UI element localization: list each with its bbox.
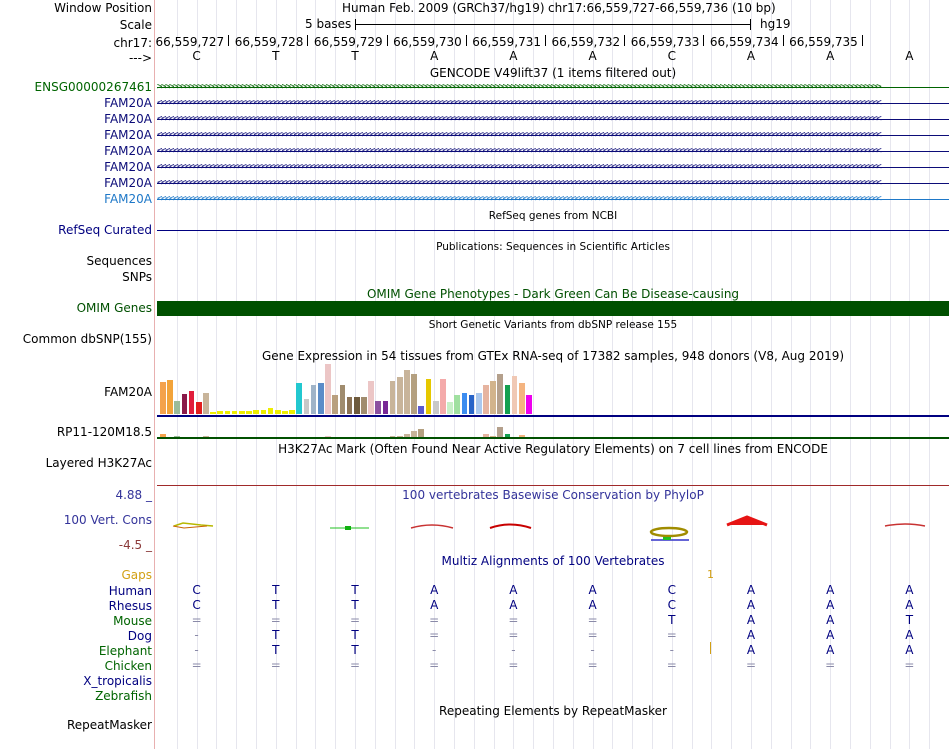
alignment-cell: A xyxy=(826,583,835,597)
alignment-cell: A xyxy=(746,583,756,597)
grid-line xyxy=(216,0,217,749)
coordinate-label: 66,559,727 xyxy=(155,35,225,49)
phylop-glyph-base-1 xyxy=(173,523,213,528)
gtex-tissue-bar[interactable] xyxy=(296,383,302,414)
coordinate-tick xyxy=(783,35,784,46)
base-letter[interactable]: C xyxy=(192,49,201,63)
alignment-cell: A xyxy=(746,613,756,627)
grid-line xyxy=(632,0,633,749)
chromosome-label: chr17: xyxy=(113,36,152,50)
gene-strand-arrows: <<<<<<<<<<<<<<<<<<<<<<<<<<<<<<<<<<<<<<<<<<<<<<<<<<<<<<<<<<<<<<<<<<<<<<<<<<<<<<<<<<<<<<<<<<<<<<<<<<<<<<<<<<<<<<<<<<<<<<<<<<<<<<<<<<<<<<<<<<<<<<<<<<<<<<<<<<<<<<<<<<<<<<<<<<<<<<<<<<<< xyxy=(157,163,881,172)
grid-line xyxy=(711,0,712,749)
alignment-cell: = xyxy=(191,613,202,627)
alignment-cell: - xyxy=(194,628,199,642)
layered-h3k27ac-label[interactable]: Layered H3K27Ac xyxy=(45,456,152,470)
alignment-cell: T xyxy=(272,583,280,597)
species-label[interactable]: Rhesus xyxy=(108,599,152,613)
coordinate-label: 66,559,731 xyxy=(472,35,541,49)
alignment-cell: - xyxy=(194,643,199,657)
omim-track-title[interactable]: OMIM Gene Phenotypes - Dark Green Can Be Disease-causing xyxy=(366,287,740,301)
alignment-cell: A xyxy=(905,583,914,597)
gtex-tissue-bar[interactable] xyxy=(390,381,396,414)
grid-line xyxy=(236,0,237,749)
base-letter[interactable]: A xyxy=(509,49,518,63)
gtex-tissue-bar[interactable] xyxy=(469,395,475,414)
coordinate-tick xyxy=(703,35,704,46)
alignment-cell: = xyxy=(191,658,202,672)
grid-line xyxy=(573,0,574,749)
gene-strand-arrows: <<<<<<<<<<<<<<<<<<<<<<<<<<<<<<<<<<<<<<<<<<<<<<<<<<<<<<<<<<<<<<<<<<<<<<<<<<<<<<<<<<<<<<<<<<<<<<<<<<<<<<<<<<<<<<<<<<<<<<<<<<<<<<<<<<<<<<<<<<<<<<<<<<<<<<<<<<<<<<<<<<<<<<<<<<<<<<<<<<<< xyxy=(157,99,881,108)
gtex-tissue-bar[interactable] xyxy=(261,410,267,414)
gtex-tissue-bar[interactable] xyxy=(275,410,281,414)
alignment-cell: C xyxy=(192,583,201,597)
gtex-tissue-bar[interactable] xyxy=(505,385,511,414)
coordinate-label: 66,559,734 xyxy=(709,35,779,49)
assembly-name: Human Feb. 2009 (GRCh37/hg19) xyxy=(342,1,545,15)
gtex-track-title[interactable]: Gene Expression in 54 tissues from GTEx RNA-seq of 17382 samples, 948 donors (V8, Aug 2019) xyxy=(261,349,845,363)
gtex-tissue-bar[interactable] xyxy=(318,383,324,414)
coordinate-tick xyxy=(545,35,546,46)
h3k27ac-baseline xyxy=(157,485,949,486)
rmsk-track-title[interactable]: Repeating Elements by RepeatMasker xyxy=(439,704,667,718)
gtex-tissue-bar[interactable] xyxy=(210,412,216,414)
gtex-tissue-bar[interactable] xyxy=(375,401,381,414)
grid-line xyxy=(929,0,930,749)
phylop-glyph-base-3 xyxy=(330,526,369,530)
gtex-tissue-bar[interactable] xyxy=(411,374,417,414)
alignment-cell: A xyxy=(826,628,835,642)
fam20a-gene-label[interactable]: FAM20A xyxy=(104,128,152,142)
alignment-cell: A xyxy=(430,598,439,612)
ensg-gene-label[interactable]: ENSG00000267461 xyxy=(34,80,152,94)
fam20a-gene-label[interactable]: FAM20A xyxy=(104,192,152,206)
gtex-tissue-bar[interactable] xyxy=(189,391,195,414)
gap-count: 1 xyxy=(707,568,714,581)
label-divider xyxy=(154,0,155,749)
coordinate-label: 66,559,730 xyxy=(393,35,462,49)
phylop-glyph-base-8 xyxy=(727,517,767,525)
alignment-cell: C xyxy=(192,598,201,612)
grid-line xyxy=(256,0,257,749)
base-letter[interactable]: A xyxy=(430,49,439,63)
alignment-cell: - xyxy=(590,643,595,657)
grid-line xyxy=(731,0,732,749)
phylop-glyph-base-4 xyxy=(411,525,453,528)
alignment-cell: = xyxy=(349,613,361,627)
species-label[interactable]: Zebrafish xyxy=(95,689,152,703)
gene-model[interactable] xyxy=(157,179,949,188)
gene-model[interactable] xyxy=(157,195,949,204)
gtex-gene-label[interactable]: FAM20A xyxy=(104,385,152,399)
alignment-cell: C xyxy=(667,598,676,612)
base-letter[interactable]: T xyxy=(351,49,359,63)
coordinate-label: 66,559,729 xyxy=(313,35,383,49)
gtex-tissue-bar[interactable] xyxy=(354,397,360,414)
gtex-tissue-bar[interactable] xyxy=(182,394,188,414)
gap-marker xyxy=(710,642,711,654)
multiz-track-title[interactable]: Multiz Alignments of 100 Vertebrates xyxy=(441,554,665,568)
coordinate-tick xyxy=(862,35,863,46)
grid-line xyxy=(652,0,653,749)
cons-max-label: 4.88 _ xyxy=(115,488,152,502)
species-label[interactable]: Chicken xyxy=(104,659,152,673)
alignment-cell: A xyxy=(905,598,914,612)
base-letter[interactable]: A xyxy=(905,49,914,63)
alignment-cell: A xyxy=(905,628,914,642)
refseq-curated-label[interactable]: RefSeq Curated xyxy=(58,223,152,237)
gtex-tissue-bar[interactable] xyxy=(160,382,166,414)
refseq-gene-line[interactable] xyxy=(157,230,949,231)
gene-strand-arrows: <<<<<<<<<<<<<<<<<<<<<<<<<<<<<<<<<<<<<<<<<<<<<<<<<<<<<<<<<<<<<<<<<<<<<<<<<<<<<<<<<<<<<<<<<<<<<<<<<<<<<<<<<<<<<<<<<<<<<<<<<<<<<<<<<<<<<<<<<<<<<<<<<<<<<<<<<<<<<<<<<<<<<<<<<<<<<<<<<<<< xyxy=(157,131,881,140)
gene-model[interactable] xyxy=(157,163,949,172)
gene-model[interactable] xyxy=(157,147,949,156)
scale-bar xyxy=(355,24,751,25)
snps-label[interactable]: SNPs xyxy=(122,270,152,284)
gtex-tissue-bar[interactable] xyxy=(225,411,231,414)
alignment-cell: = xyxy=(508,658,519,672)
phylop-glyph-base-10 xyxy=(885,524,925,526)
alignment-cell: T xyxy=(351,628,359,642)
grid-line xyxy=(771,0,772,749)
alignment-cell: = xyxy=(429,628,440,642)
gene-strand-arrows: <<<<<<<<<<<<<<<<<<<<<<<<<<<<<<<<<<<<<<<<<<<<<<<<<<<<<<<<<<<<<<<<<<<<<<<<<<<<<<<<<<<<<<<<<<<<<<<<<<<<<<<<<<<<<<<<<<<<<<<<<<<<<<<<<<<<<<<<<<<<<<<<<<<<<<<<<<<<<<<<<<<<<<<<<<<<<<<<<<<< xyxy=(157,195,881,204)
alignment-cell: = xyxy=(666,628,677,642)
coordinate-label: 66,559,735 xyxy=(789,35,858,49)
grid-line xyxy=(692,0,693,749)
gtex-tissue-bar[interactable] xyxy=(462,393,468,414)
gtex-tissue-bar[interactable] xyxy=(311,385,317,414)
alignment-cell: = xyxy=(508,628,519,642)
gtex-tissue-bar[interactable] xyxy=(347,397,353,414)
species-label[interactable]: X_tropicalis xyxy=(83,674,152,688)
coordinate-tick xyxy=(624,35,625,46)
alignment-cell: = xyxy=(587,628,598,642)
gtex-tissue-bar[interactable] xyxy=(340,385,346,414)
scale-bar-start xyxy=(355,19,356,30)
repeatmasker-label[interactable]: RepeatMasker xyxy=(66,718,152,732)
grid-line xyxy=(335,0,336,749)
fam20a-gene-label[interactable]: FAM20A xyxy=(104,96,152,110)
h3k27ac-track-title[interactable]: H3K27Ac Mark (Often Found Near Active Regulatory Elements) on 7 cell lines from ENCODE xyxy=(278,442,828,456)
gaps-label[interactable]: Gaps xyxy=(121,568,152,582)
alignment-cell: - xyxy=(511,643,516,657)
alignment-cell: = xyxy=(745,658,757,672)
rp11-gene-line xyxy=(157,437,949,439)
grid-line xyxy=(870,0,871,749)
gtex-tissue-bar[interactable] xyxy=(174,401,180,414)
base-letter[interactable]: T xyxy=(272,49,280,63)
gene-model[interactable] xyxy=(157,131,949,140)
gtex-tissue-bar[interactable] xyxy=(447,402,453,414)
gene-strand-arrows: <<<<<<<<<<<<<<<<<<<<<<<<<<<<<<<<<<<<<<<<<<<<<<<<<<<<<<<<<<<<<<<<<<<<<<<<<<<<<<<<<<<<<<<<<<<<<<<<<<<<<<<<<<<<<<<<<<<<<<<<<<<<<<<<<<<<<<<<<<<<<<<<<<<<<<<<<<<<<<<<<<<<<<<<<<<<<<<<<<<< xyxy=(157,147,881,156)
alignment-cell: = xyxy=(270,613,281,627)
scale-db: hg19 xyxy=(760,17,791,31)
grid-line xyxy=(810,0,811,749)
alignment-cell: A xyxy=(430,583,439,597)
alignment-cell: = xyxy=(349,658,361,672)
gene-strand-arrows: <<<<<<<<<<<<<<<<<<<<<<<<<<<<<<<<<<<<<<<<<<<<<<<<<<<<<<<<<<<<<<<<<<<<<<<<<<<<<<<<<<<<<<<<<<<<<<<<<<<<<<<<<<<<<<<<<<<<<<<<<<<<<<<<<<<<<<<<<<<<<<<<<<<<<<<<<<<<<<<<<<<<<<<<<<<<<<<<<<<< xyxy=(157,115,881,124)
species-label[interactable]: Elephant xyxy=(98,644,152,658)
grid-line xyxy=(791,0,792,749)
gtex-tissue-bar[interactable] xyxy=(497,374,503,414)
alignment-cell: A xyxy=(746,628,756,642)
alignment-cell: = xyxy=(825,658,836,672)
phylop-glyph-base-5 xyxy=(490,525,531,529)
alignment-cell: A xyxy=(509,598,518,612)
phylop-signal[interactable] xyxy=(157,510,949,550)
gtex-tissue-bar[interactable] xyxy=(239,411,245,414)
alignment-cell: A xyxy=(746,598,756,612)
base-letter[interactable]: C xyxy=(667,49,676,63)
gtex-tissue-bar[interactable] xyxy=(196,402,202,414)
gtex-tissue-bar[interactable] xyxy=(426,379,432,414)
cons-min-label: -4.5 _ xyxy=(118,538,152,552)
alignment-cell: T xyxy=(905,613,914,627)
grid-line xyxy=(612,0,613,749)
fam20a-gene-label[interactable]: FAM20A xyxy=(104,176,152,190)
grid-line xyxy=(177,0,178,749)
alignment-cell: T xyxy=(351,643,359,657)
alignment-cell: A xyxy=(905,643,914,657)
sequences-label[interactable]: Sequences xyxy=(86,254,152,268)
alignment-cell: A xyxy=(826,598,835,612)
coordinate-tick xyxy=(387,35,388,46)
gtex-tissue-bar[interactable] xyxy=(268,408,274,414)
gtex-tissue-bar[interactable] xyxy=(418,429,424,437)
alignment-cell: T xyxy=(351,583,359,597)
gtex-tissue-bar[interactable] xyxy=(476,393,482,414)
gtex-tissue-bar[interactable] xyxy=(368,381,374,414)
coordinate-tick xyxy=(228,35,229,46)
gene-model[interactable] xyxy=(157,99,949,108)
omim-gene-bar[interactable] xyxy=(157,301,949,316)
alignment-cell: T xyxy=(272,598,280,612)
gtex-tissue-bar[interactable] xyxy=(454,395,460,414)
publications-track-title[interactable]: Publications: Sequences in Scientific Articles xyxy=(436,241,670,253)
gtex-tissue-bar[interactable] xyxy=(433,401,439,414)
grid-line xyxy=(494,0,495,749)
coordinate-tick xyxy=(307,35,308,46)
alignment-cell: = xyxy=(270,658,281,672)
alignment-cell: = xyxy=(666,658,677,672)
species-label[interactable]: Human xyxy=(108,584,152,598)
rp11-gene-label[interactable]: RP11-120M18.5 xyxy=(56,425,152,439)
strand-label: ---> xyxy=(128,51,152,65)
gencode-track-title[interactable]: GENCODE V49lift37 (1 items filtered out) xyxy=(429,66,677,80)
grid-line xyxy=(315,0,316,749)
base-letter[interactable]: A xyxy=(746,49,756,63)
omim-genes-label[interactable]: OMIM Genes xyxy=(76,301,152,315)
species-label[interactable]: Dog xyxy=(127,629,152,643)
position-range: chr17:66,559,727-66,559,736 (10 bp) xyxy=(548,1,776,15)
gtex-tissue-bar[interactable] xyxy=(483,385,489,414)
alignment-cell: T xyxy=(272,628,280,642)
grid-line xyxy=(375,0,376,749)
gene-model[interactable] xyxy=(157,115,949,124)
window-position-label: Window Position xyxy=(54,1,152,15)
gtex-tissue-bar[interactable] xyxy=(490,381,496,414)
gtex-tissue-bar[interactable] xyxy=(512,376,518,414)
alignment-cell: T xyxy=(668,613,676,627)
phylop-track-title[interactable]: 100 vertebrates Basewise Conservation by PhyloP xyxy=(402,488,704,502)
gtex-tissue-bar[interactable] xyxy=(440,379,446,414)
alignment-cell: = xyxy=(587,658,598,672)
phylop-glyph-base-7 xyxy=(651,528,689,540)
coordinate-label: 66,559,728 xyxy=(234,35,304,49)
gtex-gene-line xyxy=(157,415,949,417)
gtex-tissue-bar[interactable] xyxy=(289,410,295,414)
gtex-tissue-bar[interactable] xyxy=(418,406,424,414)
gene-strand-arrows: <<<<<<<<<<<<<<<<<<<<<<<<<<<<<<<<<<<<<<<<<<<<<<<<<<<<<<<<<<<<<<<<<<<<<<<<<<<<<<<<<<<<<<<<<<<<<<<<<<<<<<<<<<<<<<<<<<<<<<<<<<<<<<<<<<<<<<<<<<<<<<<<<<<<<<<<<<<<<<<<<<<<<<<<<<<<<<<<<<<< xyxy=(157,179,881,188)
alignment-cell: A xyxy=(746,643,756,657)
base-letter[interactable]: A xyxy=(826,49,835,63)
alignment-cell: - xyxy=(669,643,674,657)
gtex-tissue-bar[interactable] xyxy=(217,411,223,414)
grid-line xyxy=(474,0,475,749)
grid-line xyxy=(296,0,297,749)
scale-label: Scale xyxy=(119,18,152,32)
gtex-tissue-bar[interactable] xyxy=(203,393,209,414)
gtex-tissue-bar[interactable] xyxy=(325,364,331,414)
fam20a-gene-label[interactable]: FAM20A xyxy=(104,160,152,174)
gene-strand-arrows: >>>>>>>>>>>>>>>>>>>>>>>>>>>>>>>>>>>>>>>>>>>>>>>>>>>>>>>>>>>>>>>>>>>>>>>>>>>>>>>>>>>>>>>>>>>>>>>>>>>>>>>>>>>>>>>>>>>>>>>>>>>>>>>>>>>>>>>>>>>>>>>>>>>>>>>>>>>>>>>>>>>>>>>>>>>>>>>>>>>> xyxy=(157,83,881,92)
gtex-tissue-bar[interactable] xyxy=(526,395,532,414)
alignment-cell: A xyxy=(588,583,597,597)
gtex-tissue-bar[interactable] xyxy=(246,411,252,414)
alignment-cell: A xyxy=(509,583,518,597)
coordinate-label: 66,559,733 xyxy=(630,35,700,49)
grid-line xyxy=(890,0,891,749)
base-letter[interactable]: A xyxy=(588,49,597,63)
alignment-cell: = xyxy=(508,613,519,627)
dbsnp-track-title[interactable]: Short Genetic Variants from dbSNP release 155 xyxy=(428,319,678,331)
gene-model[interactable] xyxy=(157,83,949,92)
alignment-cell: C xyxy=(667,583,676,597)
grid-line xyxy=(553,0,554,749)
alignment-cell: = xyxy=(904,658,915,672)
gtex-tissue-bar[interactable] xyxy=(253,410,259,414)
species-label[interactable]: Mouse xyxy=(113,614,152,628)
gtex-tissue-bar[interactable] xyxy=(397,377,403,414)
gtex-tissue-bar[interactable] xyxy=(383,401,389,414)
grid-line xyxy=(454,0,455,749)
refseq-track-title[interactable]: RefSeq genes from NCBI xyxy=(488,210,618,222)
gtex-tissue-bar[interactable] xyxy=(361,397,367,414)
gtex-tissue-bar[interactable] xyxy=(282,411,288,414)
alignment-cell: = xyxy=(429,658,440,672)
scale-bar-end xyxy=(750,19,751,30)
alignment-cell: A xyxy=(588,598,597,612)
common-dbsnp-label[interactable]: Common dbSNP(155) xyxy=(22,332,152,346)
grid-line xyxy=(395,0,396,749)
alignment-cell: T xyxy=(272,643,280,657)
alignment-cell: A xyxy=(826,613,835,627)
grid-line xyxy=(533,0,534,749)
gtex-tissue-bar[interactable] xyxy=(519,383,525,414)
gtex-tissue-bar[interactable] xyxy=(232,411,238,414)
fam20a-gene-label[interactable]: FAM20A xyxy=(104,112,152,126)
alignment-cell: T xyxy=(351,598,359,612)
scale-text: 5 bases xyxy=(305,17,352,31)
gtex-tissue-bar[interactable] xyxy=(404,370,410,414)
gtex-tissue-bar[interactable] xyxy=(304,399,310,414)
fam20a-gene-label[interactable]: FAM20A xyxy=(104,144,152,158)
gtex-tissue-bar[interactable] xyxy=(167,380,173,414)
gtex-tissue-bar[interactable] xyxy=(497,427,503,437)
alignment-cell: = xyxy=(429,613,440,627)
grid-line xyxy=(850,0,851,749)
alignment-cell: = xyxy=(587,613,598,627)
alignment-cell: - xyxy=(432,643,437,657)
coordinate-label: 66,559,732 xyxy=(551,35,621,49)
alignment-cell: A xyxy=(826,643,835,657)
cons-track-label[interactable]: 100 Vert. Cons xyxy=(63,513,152,527)
coordinate-tick xyxy=(466,35,467,46)
gtex-tissue-bar[interactable] xyxy=(332,395,338,414)
